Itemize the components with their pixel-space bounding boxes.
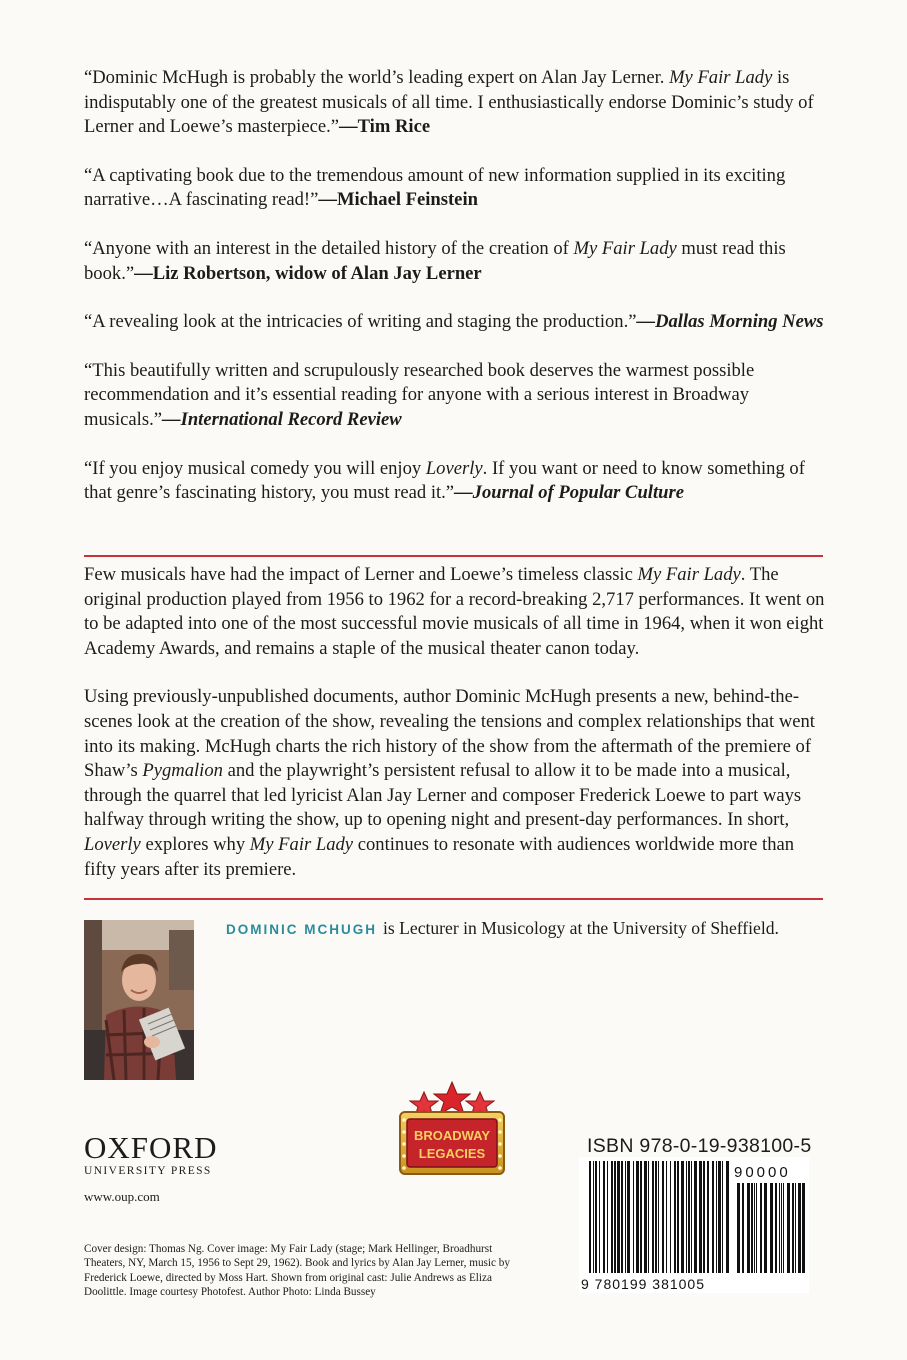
- publisher-name: OXFORD: [84, 1130, 218, 1165]
- author-photo: [84, 920, 194, 1080]
- quote-journal-popular-culture: “If you enjoy musical comedy you will enjoy Loverly. If you want or need to know something of that genre’s fascinating history, you must read it.”—Journal of Popular Culture: [84, 457, 805, 504]
- barcode-digits: 9 780199 381005: [581, 1276, 705, 1292]
- quote-michael-feinstein: “A captivating book due to the tremendous amount of new information supplied in its exciting narrative…A fascinating read!”—Michael Feinstein: [84, 164, 786, 211]
- cover-credits: Cover design: Thomas Ng. Cover image: My Fair Lady (stage; Mark Hellinger, Broadhurst Theaters, NY, March 15, 1956 to Sept 29, 1962). Book and lyrics by Alan Jay Lerner, music by Frederick Loewe, directed by Moss Hart. Shown from original cast: Julie Andrews as Eliza Doolittle. Image courtesy Photofest. Author Photo: Linda Bussey: [84, 1243, 510, 1299]
- quote-liz-robertson: “Anyone with an interest in the detailed history of the creation of My Fair Lady must read this book.”—Liz Robertson, widow of Alan Jay Lerner: [84, 237, 786, 284]
- publisher-logo: [84, 1132, 217, 1177]
- author-bio: [226, 916, 779, 942]
- quote-source: —International Record Review: [161, 408, 402, 430]
- description-paragraph: Few musicals have had the impact of Lerner and Loewe’s timeless classic My Fair Lady. The original production played from 1956 to 1962 for a record-breaking 2,717 performances. It went on to be adapted into one of the most successful movie musicals of all time in 1964, when it won eight Academy Awards, and remains a staple of the musical theater canon today.: [84, 564, 825, 659]
- publisher-url: www.oup.com: [84, 1189, 160, 1204]
- quote-tim-rice: “Dominic McHugh is probably the world’s leading expert on Alan Jay Lerner. My Fair Lady is indisputably one of the greatest musicals of all time. I enthusiastically endorse Dominic’s study of Lerner and Loewe’s masterpiece.”—Tim Rice: [84, 67, 814, 138]
- description-paragraph: Using previously-unpublished documents, author Dominic McHugh presents a new, behind-the-scenes look at the creation of the show, revealing the tensions and complex relationships that went into its making. McHugh charts the rich history of the show from the aftermath of the premiere of Shaw’s Pygmalion and the playwright’s persistent refusal to allow it to be made into a musical, through the quarrel that led lyricist Alan Jay Lerner and composer Frederick Loewe to part ways halfway through writing the show, up to opening night and present-day performances. In short, Loverly explores why My Fair Lady continues to resonate with audiences worldwide more than fifty years after its premiere.: [84, 686, 815, 880]
- divider-rule: [84, 555, 823, 557]
- isbn-barcode: [579, 1157, 809, 1293]
- price-code: 90000: [734, 1164, 791, 1181]
- quote-source: —Journal of Popular Culture: [454, 482, 684, 504]
- author-name: DOMINIC MCHUGH: [226, 922, 377, 937]
- divider-rule: [84, 898, 823, 900]
- quote-international-record-review: “This beautifully written and scrupulously researched book deserves the warmest possible recommendation and it’s essential reading for anyone with a serious interest in Broadway musicals.”—International Record Review: [84, 359, 755, 430]
- quote-source: —Michael Feinstein: [318, 189, 478, 211]
- logo-line-1: BROADWAY: [413, 1128, 491, 1143]
- blurb-quotes: [84, 66, 829, 506]
- quote-source: —Dallas Morning News: [636, 311, 824, 333]
- broadway-legacies-logo: [394, 1080, 510, 1176]
- quote-source: —Tim Rice: [339, 116, 431, 138]
- publisher-subtitle: UNIVERSITY PRESS: [84, 1165, 212, 1177]
- isbn-label: ISBN 978-0-19-938100-5: [587, 1135, 812, 1157]
- book-description: [84, 563, 829, 906]
- quote-dallas-morning-news: “A revealing look at the intricacies of writing and staging the production.”—Dallas Morning News: [84, 311, 824, 333]
- quote-source: —Liz Robertson, widow of Alan Jay Lerner: [134, 262, 482, 284]
- logo-line-2: LEGACIES: [418, 1146, 486, 1161]
- author-bio-text: is Lecturer in Musicology at the University of Sheffield.: [383, 918, 779, 938]
